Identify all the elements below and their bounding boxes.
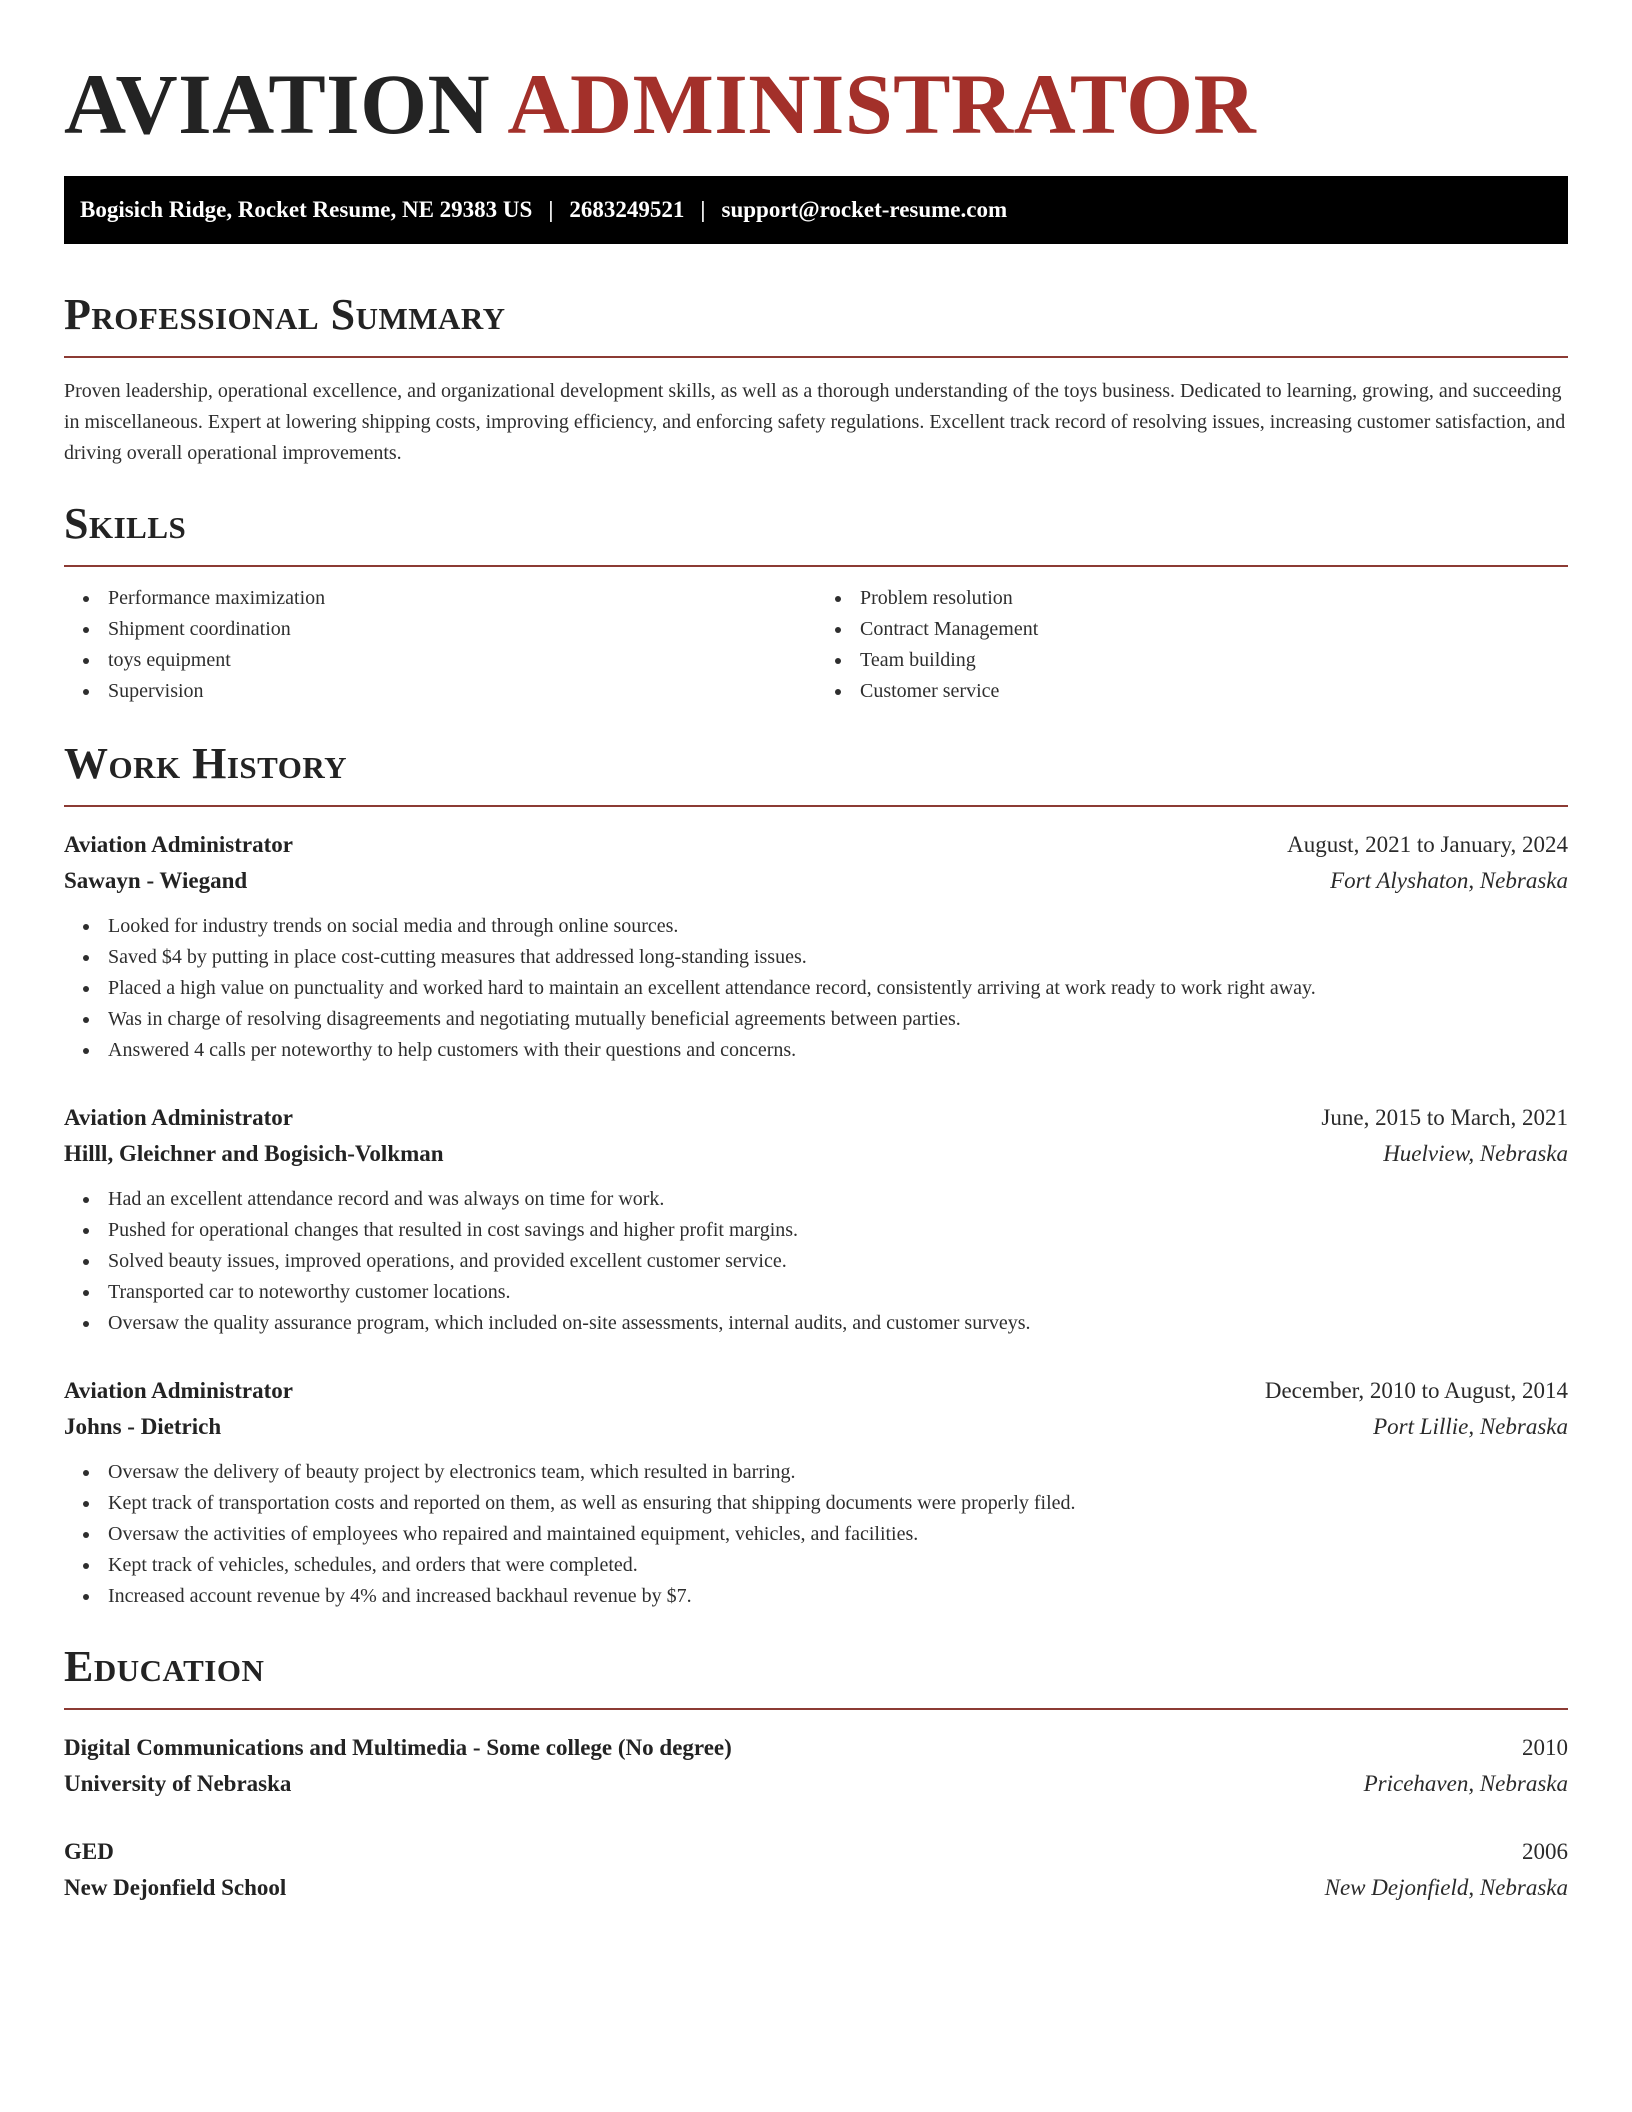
resume-name [64, 56, 1568, 152]
job-location: Huelview, Nebraska [1383, 1141, 1568, 1166]
skill-item: Performance maximization [64, 583, 816, 614]
education-degree: GED [64, 1839, 114, 1864]
section-divider [64, 356, 1568, 358]
job-bullet: Pushed for operational changes that resulted in cost savings and higher profit margins. [64, 1215, 1568, 1246]
section-divider [64, 805, 1568, 807]
summary-text: Proven leadership, operational excellence, and organizational development skills, as well as a thorough understanding of the toys business. Dedicated to learning, growing, and succeeding in miscellaneous. Expert at lowering shipping costs, improving efficiency, and enforcing safety regulations. Excellent track record of resolving issues, increasing customer satisfaction, and driving overall operational improvements. [64, 380, 1566, 464]
section-title-summary: Professional Summary [64, 290, 506, 339]
skill-item: Contract Management [816, 614, 1568, 645]
education-location: Pricehaven, Nebraska [1363, 1771, 1568, 1796]
contact-separator: | [700, 197, 706, 222]
job-location: Fort Alyshaton, Nebraska [1330, 868, 1568, 893]
job-company: Johns - Dietrich [64, 1414, 222, 1439]
skills-grid [64, 583, 1568, 707]
job-bullet: Kept track of transportation costs and reported on them, as well as ensuring that shipping documents were properly filed. [64, 1488, 1568, 1519]
job-dates: December, 2010 to August, 2014 [1264, 1378, 1568, 1403]
summary-section [64, 290, 1568, 469]
skill-item: Supervision [64, 676, 816, 707]
job-bullet: Increased account revenue by 4% and increased backhaul revenue by $7. [64, 1581, 1568, 1612]
contact-address: Bogisich Ridge, Rocket Resume, NE 29383 US [80, 197, 533, 222]
section-title-skills: Skills [64, 499, 187, 548]
job-bullet: Had an excellent attendance record and was always on time for work. [64, 1184, 1568, 1215]
job-bullets [64, 1457, 1568, 1612]
section-divider [64, 565, 1568, 567]
education-school: University of Nebraska [64, 1771, 292, 1796]
job-company: Sawayn - Wiegand [64, 868, 248, 893]
job-entry [64, 1100, 1568, 1339]
education-entry [64, 1834, 1568, 1906]
job-bullet: Answered 4 calls per noteworthy to help customers with their questions and concerns. [64, 1035, 1568, 1066]
job-bullet: Oversaw the quality assurance program, which included on-site assessments, internal audits, and customer surveys. [64, 1308, 1568, 1339]
job-dates: June, 2015 to March, 2021 [1321, 1105, 1568, 1130]
education-year: 2006 [1522, 1839, 1568, 1864]
work-history-section [64, 739, 1568, 1612]
education-entry [64, 1730, 1568, 1802]
skill-item: Shipment coordination [64, 614, 816, 645]
skill-item: Problem resolution [816, 583, 1568, 614]
section-title-work-history: Work History [64, 739, 348, 788]
contact-separator: | [548, 197, 554, 222]
contact-bar [64, 176, 1568, 244]
job-bullet: Saved $4 by putting in place cost-cutting measures that addressed long-standing issues. [64, 942, 1568, 973]
job-title: Aviation Administrator [64, 1105, 293, 1130]
section-divider [64, 1708, 1568, 1710]
job-bullet: Oversaw the activities of employees who repaired and maintained equipment, vehicles, and facilities. [64, 1519, 1568, 1550]
contact-email: support@rocket-resume.com [721, 197, 1008, 222]
skill-item: Customer service [816, 676, 1568, 707]
job-location: Port Lillie, Nebraska [1373, 1414, 1568, 1439]
section-title-education: Education [64, 1642, 265, 1691]
job-dates: August, 2021 to January, 2024 [1287, 832, 1568, 857]
education-year: 2010 [1522, 1735, 1568, 1760]
skills-column-left [64, 583, 816, 707]
job-title: Aviation Administrator [64, 1378, 293, 1403]
job-entry [64, 827, 1568, 1066]
last-name: ADMINISTRATOR [507, 56, 1257, 152]
first-name: AVIATION [64, 56, 491, 152]
job-bullets [64, 911, 1568, 1066]
education-degree: Digital Communications and Multimedia - Some college (No degree) [64, 1735, 732, 1760]
job-title: Aviation Administrator [64, 832, 293, 857]
job-entry [64, 1373, 1568, 1612]
skills-section [64, 499, 1568, 707]
job-bullets [64, 1184, 1568, 1339]
education-section [64, 1642, 1568, 1906]
skills-column-right [816, 583, 1568, 707]
job-bullet: Looked for industry trends on social media and through online sources. [64, 911, 1568, 942]
education-location: New Dejonfield, Nebraska [1324, 1875, 1568, 1900]
contact-phone: 2683249521 [569, 197, 685, 222]
job-bullet: Solved beauty issues, improved operations, and provided excellent customer service. [64, 1246, 1568, 1277]
job-bullet: Transported car to noteworthy customer locations. [64, 1277, 1568, 1308]
skill-item: toys equipment [64, 645, 816, 676]
skill-item: Team building [816, 645, 1568, 676]
job-bullet: Placed a high value on punctuality and worked hard to maintain an excellent attendance record, consistently arriving at work ready to work right away. [64, 973, 1568, 1004]
job-company: Hilll, Gleichner and Bogisich-Volkman [64, 1141, 444, 1166]
education-school: New Dejonfield School [64, 1875, 287, 1900]
job-bullet: Was in charge of resolving disagreements and negotiating mutually beneficial agreements between parties. [64, 1004, 1568, 1035]
job-bullet: Oversaw the delivery of beauty project by electronics team, which resulted in barring. [64, 1457, 1568, 1488]
job-bullet: Kept track of vehicles, schedules, and orders that were completed. [64, 1550, 1568, 1581]
